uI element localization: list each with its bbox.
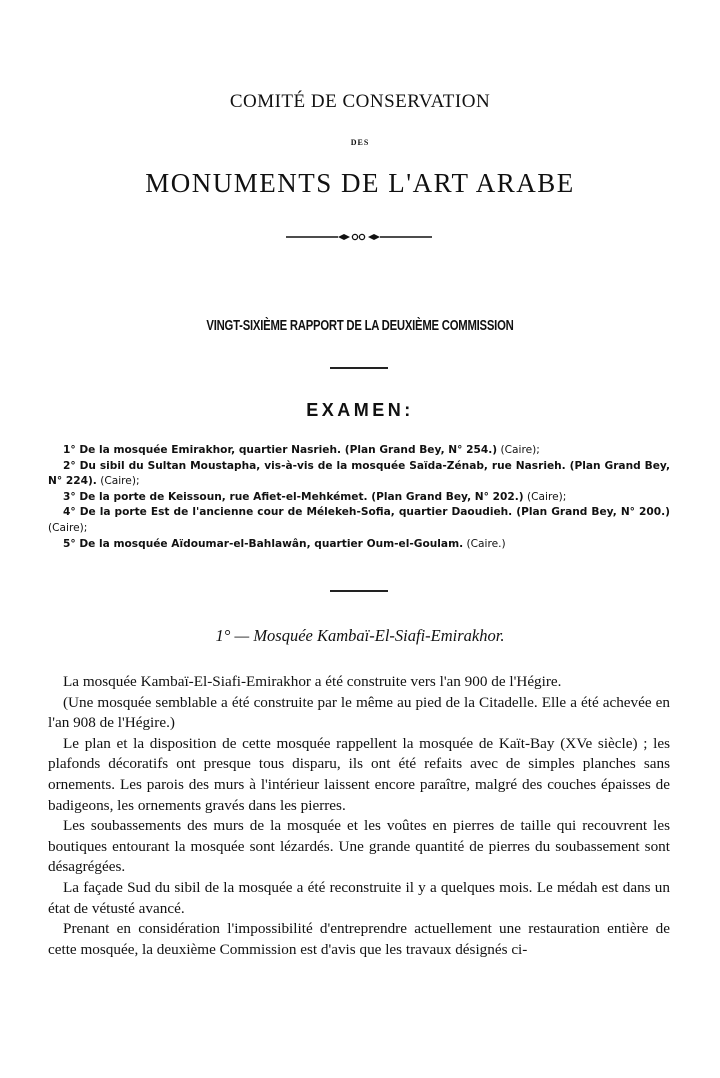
examen-list <box>48 443 670 552</box>
body-text <box>48 672 670 960</box>
examen-item <box>48 490 670 506</box>
paragraph: Prenant en considération l'impossibilité d'entreprendre actuellement une restauration entière de cette mosquée, la deuxième Commission est d'avis que les travaux désignés ci- <box>48 920 670 958</box>
examen-item-city: (Caire); <box>96 475 140 488</box>
section-rule <box>330 367 388 369</box>
examen-item-city: (Caire); <box>523 490 567 503</box>
paragraph: La mosquée Kambaï-El-Siafi-Emirakhor a été construite vers l'an 900 de l'Hégire. <box>63 673 562 690</box>
section-heading: 1° — Mosquée Kambaï-El-Siafi-Emirakhor. <box>215 626 505 645</box>
examen-item-main: 1° De la mosquée Emirakhor, quartier Nasrieh. (Plan Grand Bey, N° 254.) <box>63 444 498 456</box>
examen-item <box>48 443 670 459</box>
committee-title: COMITÉ DE CONSERVATION <box>229 91 491 112</box>
examen-item <box>48 537 670 553</box>
section-rule <box>330 590 388 592</box>
examen-item-main: 4° De la porte Est de l'ancienne cour de Mélekeh-Sofia, quartier Daoudieh. (Plan Grand Bey, N° 200.) <box>63 506 670 519</box>
report-title: VINGT-SIXIÈME RAPPORT DE LA DEUXIÈME COMMISSION <box>206 318 514 334</box>
examen-item-main: 2° Du sibil du Sultan Moustapha, vis-à-vis de la mosquée Saïda-Zénab, rue Nasrieh. (Plan Grand Bey, N° 224). <box>48 459 670 488</box>
paragraph: Les soubassements des murs de la mosquée et les voûtes en pierres de taille qui recouvrent les boutiques entourant la mosquée sont lézardés. Une grande quantité de pierres du soubassement sont désagrégées. <box>48 817 670 876</box>
examen-item-city: (Caire); <box>48 521 88 534</box>
examen-item-city: (Caire.) <box>463 537 506 550</box>
paragraph: La façade Sud du sibil de la mosquée a été reconstruite il y a quelques mois. Le médah est dans un état de vétusté avancé. <box>48 878 670 917</box>
paragraph: (Une mosquée semblable a été construite par le même au pied de la Citadelle. Elle a été achevée en l'an 908 de l'Hégire.) <box>48 693 670 732</box>
ornament-divider <box>286 231 432 243</box>
examen-item-main: 5° De la mosquée Aïdoumar-el-Bahlawân, quartier Oum-el-Goulam. <box>63 537 464 550</box>
examen-heading: EXAMEN: <box>306 400 414 420</box>
examen-item <box>48 505 670 536</box>
monuments-title: MONUMENTS DE L'ART ARABE <box>145 168 575 198</box>
examen-item-main: 3° De la porte de Keissoun, rue Afiet-el-Mehkémet. (Plan Grand Bey, N° 202.) <box>63 490 524 503</box>
examen-item <box>48 459 670 490</box>
examen-item-city: (Caire); <box>497 444 540 456</box>
title-connector: DES <box>350 138 370 147</box>
paragraph: Le plan et la disposition de cette mosquée rappellent la mosquée de Kaït-Bay (XVe siècle) ; les plafonds décoratifs ont presque tous disparu, ils ont été refaits avec de simples planches sans ornements. Les parois des murs à l'intérieur laissent encore paraître, malgré des couches épaisses de badigeons, les ornements gravés dans les pierres. <box>48 734 670 814</box>
